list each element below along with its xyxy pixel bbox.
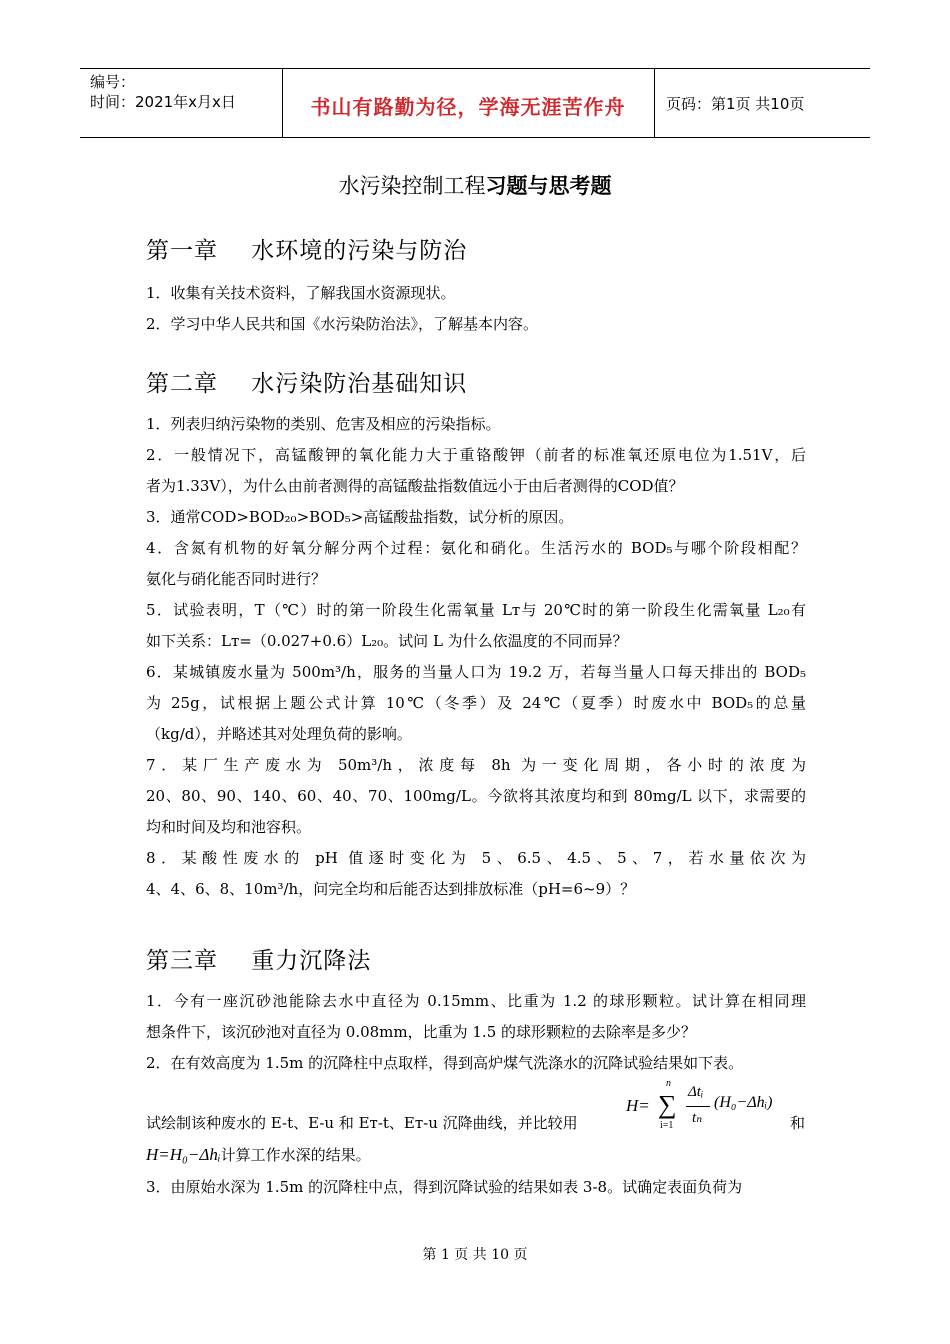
chapter-heading: 第三章 重力沉降法 <box>146 948 372 974</box>
question-line: 7．某厂生产废水为 50m³/h，浓度每 8h 为一变化周期，各小时的浓度为 <box>146 756 806 774</box>
question-line: 2．在有效高度为 1.5m 的沉降柱中点取样，得到高炉煤气洗涤水的沉降试验结果如下表。 <box>146 1054 744 1072</box>
question-line: 氨化与硝化能否同时进行？ <box>146 570 327 588</box>
chapter-heading: 第一章 水环境的污染与防治 <box>146 238 468 264</box>
formula-text: n <box>666 1078 671 1089</box>
chapter-3-body <box>146 986 806 1079</box>
question-line: 4．含氮有机物的好氧分解分两个过程：氨化和硝化。生活污水的 BOD₅与哪个阶段相配？ <box>146 539 806 557</box>
chapter-2-body <box>146 409 806 905</box>
header-divider <box>654 69 655 137</box>
title-plain: 水污染控制工程 <box>338 174 486 198</box>
formula-water-depth-sum <box>626 1078 786 1136</box>
sum-symbol: ∑ <box>658 1090 677 1119</box>
question-line: 2．一般情况下，高锰酸钾的氧化能力大于重铬酸钾（前者的标准氧还原电位为1.51V，后 <box>146 446 806 464</box>
title-bold: 习题与思考题 <box>485 174 612 198</box>
header-page-info: 页码：第1页 共10页 <box>666 95 805 113</box>
question-line: 试绘制该种废水的 E-t、E-u 和 Eᴛ-t、Eᴛ-u 沉降曲线，并比较用 <box>146 1114 578 1132</box>
question-line: 想条件下，该沉砂池对直径为 0.08mm，比重为 1.5 的球形颗粒的去除率是多少？ <box>146 1023 697 1041</box>
page-header <box>80 68 870 138</box>
formula-text: (H₀−Δhᵢ) <box>714 1094 773 1111</box>
question-line-and: 和 <box>790 1114 806 1132</box>
question-line: 2．学习中华人民共和国《水污染防治法》，了解基本内容。 <box>146 315 539 333</box>
formula-text: tₙ <box>692 1110 703 1126</box>
header-time: 时间：2021年x月x日 <box>90 93 236 111</box>
formula-water-depth: H=H₀−Δhᵢ <box>146 1145 221 1164</box>
question-line: 计算工作水深的结果。 <box>220 1146 371 1164</box>
question-line: （kg/d），并略述其对处理负荷的影响。 <box>146 725 412 743</box>
header-motto: 书山有路勤为径，学海无涯苦作舟 <box>310 95 626 119</box>
question-line: 8．某酸性废水的 pH 值逐时变化为 5、6.5、4.5、5、7，若水量依次为 <box>146 849 806 867</box>
chapter-heading: 第二章 水污染防治基础知识 <box>146 371 468 397</box>
question-line: 均和时间及均和池容积。 <box>146 818 312 836</box>
header-meta <box>90 72 236 112</box>
header-number: 编号： <box>90 73 136 91</box>
fraction-bar <box>686 1106 710 1107</box>
question-line: 者为1.33V），为什么由前者测得的高锰酸盐指数值远小于由后者测得的COD值？ <box>146 477 684 495</box>
question-line: 1．列表归纳污染物的类别、危害及相应的污染指标。 <box>146 415 501 433</box>
chapter-1-body <box>146 278 806 340</box>
formula-text: Δtᵢ <box>688 1084 704 1100</box>
question-line: 1．收集有关技术资料，了解我国水资源现状。 <box>146 284 456 302</box>
question-line: 20、80、90、140、60、40、70、100mg/L。今欲将其浓度均和到 80mg/L 以下，求需要的 <box>146 787 806 805</box>
page-footer: 第 1 页 共 10 页 <box>422 1247 528 1263</box>
formula-text: H= <box>626 1096 650 1115</box>
question-line: 3．由原始水深为 1.5m 的沉降柱中点，得到沉降试验的结果如表 3-8。试确定表面负荷为 <box>146 1178 743 1196</box>
question-line: 4、4、6、8、10m³/h，问完全均和后能否达到排放标准（pH=6~9）？ <box>146 880 636 898</box>
document-title <box>0 170 950 200</box>
question-line: 1．今有一座沉砂池能除去水中直径为 0.15mm、比重为 1.2 的球形颗粒。试计算在相同理 <box>146 992 806 1010</box>
formula-line <box>146 1144 371 1165</box>
formula-text: i=1 <box>660 1120 674 1131</box>
question-line: 为 25g，试根据上题公式计算 10℃（冬季）及 24℃（夏季）时废水中 BOD₅的总量 <box>146 694 806 712</box>
question-line: 如下关系：Lᴛ=（0.027+0.6）L₂₀。试问 L 为什么依温度的不同而异？ <box>146 632 628 650</box>
question-line: 6．某城镇废水量为 500m³/h，服务的当量人口为 19.2 万，若每当量人口每天排出的 BOD₅ <box>146 663 806 681</box>
question-line: 3．通常COD>BOD₂₀>BOD₅>高锰酸盐指数，试分析的原因。 <box>146 508 574 526</box>
question-line: 5．试验表明，T（℃）时的第一阶段生化需氧量 Lᴛ与 20℃时的第一阶段生化需氧量 L₂₀有 <box>146 601 806 619</box>
